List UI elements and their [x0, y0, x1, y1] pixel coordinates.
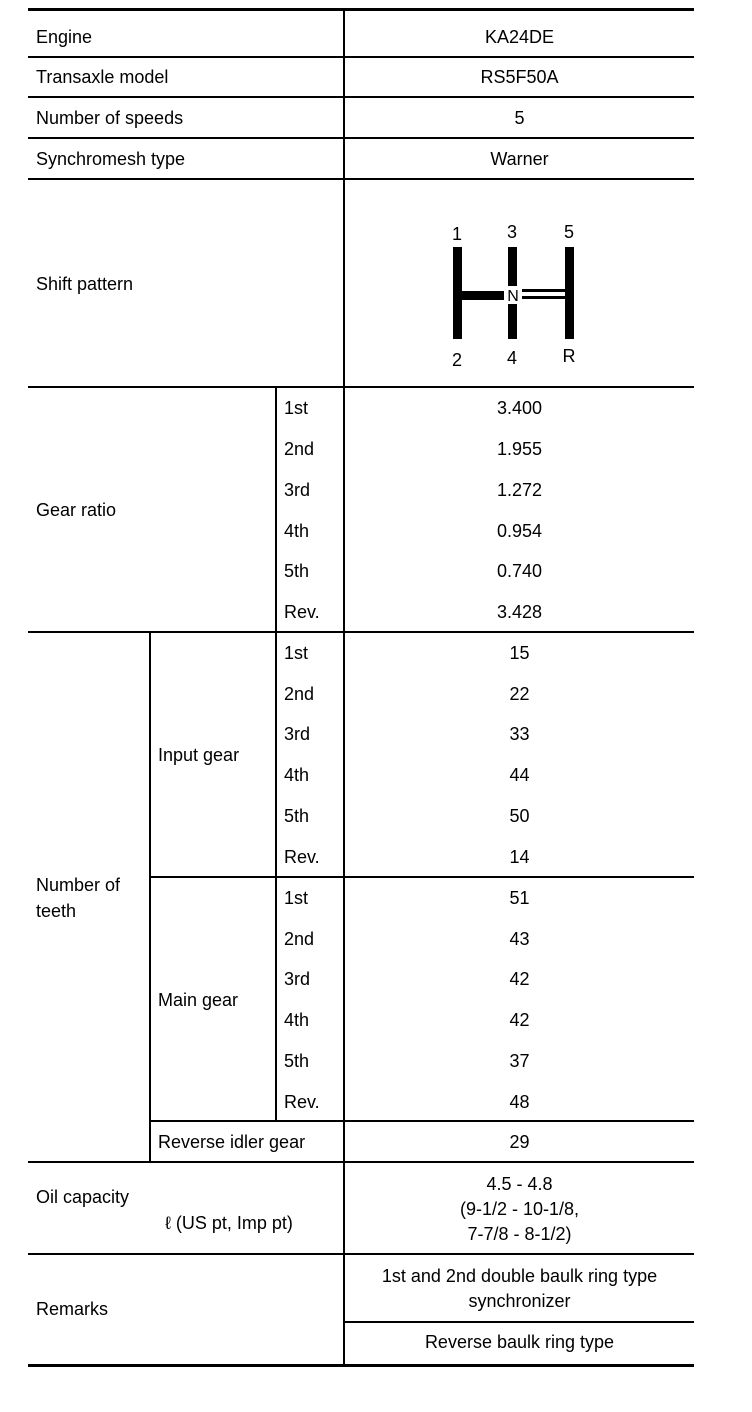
shift-pattern-diagram: [440, 215, 590, 375]
ratio-value-3rd: 1.272: [496, 480, 543, 500]
main-teeth-2nd: 43: [509, 929, 530, 949]
remarks-line-2: synchronizer: [468, 1291, 571, 1311]
input-gear-2nd: 2nd: [284, 684, 315, 704]
rule-top: [28, 8, 694, 11]
rule-3: [28, 137, 694, 139]
input-teeth-3rd: 33: [509, 724, 530, 744]
main-teeth-4th: 42: [509, 1010, 530, 1030]
main-gear-5th: 5th: [284, 1051, 310, 1071]
main-gear-label: Main gear: [158, 990, 239, 1010]
input-gear-1st: 1st: [284, 643, 309, 663]
main-teeth-3rd: 42: [509, 969, 530, 989]
input-teeth-rev: 14: [509, 847, 530, 867]
input-gear-5th: 5th: [284, 806, 310, 826]
ratio-value-1st: 3.400: [496, 398, 543, 418]
rule-6: [28, 631, 694, 633]
shift-pos-neutral: N: [507, 288, 519, 305]
input-teeth-1st: 15: [509, 643, 530, 663]
speeds-label: Number of speeds: [36, 108, 184, 128]
main-gear-2nd: 2nd: [284, 929, 315, 949]
remarks-label: Remarks: [36, 1299, 109, 1319]
main-gear-rev: Rev.: [284, 1092, 320, 1112]
main-gear-1st: 1st: [284, 888, 309, 908]
ratio-gear-4th: 4th: [284, 521, 310, 541]
engine-value: KA24DE: [484, 27, 555, 47]
oil-capacity-value-2: (9-1/2 - 10-1/8,: [459, 1199, 580, 1219]
oil-capacity-value-3: 7-7/8 - 8-1/2): [467, 1224, 572, 1244]
ratio-gear-rev: Rev.: [284, 602, 320, 622]
remarks-line-3: Reverse baulk ring type: [424, 1332, 615, 1352]
rule-10: [28, 1253, 694, 1255]
rule-9: [28, 1161, 694, 1163]
remarks-line-1: 1st and 2nd double baulk ring type: [381, 1266, 658, 1286]
synchromesh-label: Synchromesh type: [36, 149, 186, 169]
ratio-value-2nd: 1.955: [496, 439, 543, 459]
speeds-value: 5: [514, 108, 525, 128]
ratio-gear-5th: 5th: [284, 561, 310, 581]
crossbar-left: [462, 291, 508, 300]
divider-teeth-subgroup: [149, 632, 151, 1162]
input-teeth-2nd: 22: [509, 684, 530, 704]
reverse-idler-value: 29: [509, 1132, 530, 1152]
shift-pos-1: 1: [451, 224, 463, 244]
ratio-value-4th: 0.954: [496, 521, 543, 541]
oil-capacity-unit: ℓ (US pt, Imp pt): [165, 1213, 293, 1233]
teeth-label-line2: teeth: [36, 901, 77, 921]
ratio-value-5th: 0.740: [496, 561, 543, 581]
input-gear-label: Input gear: [158, 745, 240, 765]
engine-label: Engine: [36, 27, 93, 47]
rule-2: [28, 96, 694, 98]
rule-8: [150, 1120, 694, 1122]
input-teeth-5th: 50: [509, 806, 530, 826]
shift-pos-r: R: [562, 346, 576, 366]
main-teeth-rev: 48: [509, 1092, 530, 1112]
main-teeth-5th: 37: [509, 1051, 530, 1071]
main-gear-4th: 4th: [284, 1010, 310, 1030]
shift-pos-2: 2: [451, 350, 463, 370]
ratio-gear-2nd: 2nd: [284, 439, 315, 459]
gate-1-2: [453, 247, 462, 339]
transaxle-label: Transaxle model: [36, 67, 169, 87]
rule-bottom: [28, 1364, 694, 1367]
divider-gear-column: [275, 387, 277, 1121]
shift-pos-5: 5: [563, 222, 575, 242]
main-teeth-1st: 51: [509, 888, 530, 908]
rule-1: [28, 56, 694, 58]
rule-4: [28, 178, 694, 180]
crossbar-right-bottom: [522, 296, 565, 299]
input-gear-3rd: 3rd: [284, 724, 311, 744]
oil-capacity-value-1: 4.5 - 4.8: [486, 1174, 553, 1194]
rule-7: [150, 876, 694, 878]
ratio-gear-1st: 1st: [284, 398, 309, 418]
main-gear-3rd: 3rd: [284, 969, 311, 989]
input-gear-4th: 4th: [284, 765, 310, 785]
ratio-value-rev: 3.428: [496, 602, 543, 622]
reverse-idler-label: Reverse idler gear: [158, 1132, 306, 1152]
rule-11: [344, 1321, 694, 1323]
shift-pattern-label: Shift pattern: [36, 274, 134, 294]
gate-5-r: [565, 247, 574, 339]
crossbar-right-top: [522, 289, 565, 292]
shift-pos-4: 4: [506, 348, 518, 368]
shift-pos-3: 3: [506, 222, 518, 242]
teeth-label-line1: Number of: [36, 875, 121, 895]
gear-ratio-label: Gear ratio: [36, 500, 117, 520]
oil-capacity-label: Oil capacity: [36, 1187, 130, 1207]
input-gear-rev: Rev.: [284, 847, 320, 867]
synchromesh-value: Warner: [490, 149, 549, 169]
transaxle-value: RS5F50A: [480, 67, 559, 87]
input-teeth-4th: 44: [509, 765, 530, 785]
rule-5: [28, 386, 694, 388]
ratio-gear-3rd: 3rd: [284, 480, 311, 500]
